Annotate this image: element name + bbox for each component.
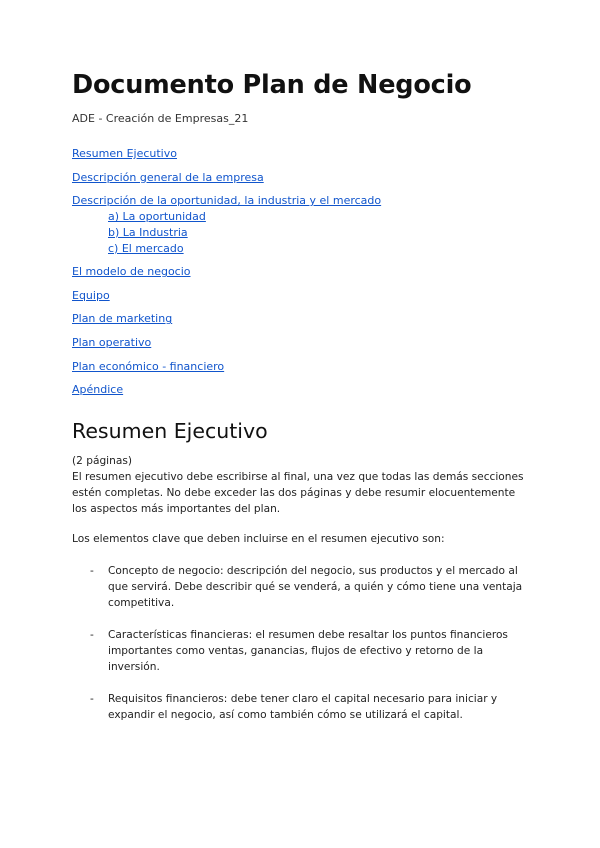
elements-intro-paragraph: Los elementos clave que deben incluirse en el resumen ejecutivo son:	[72, 533, 445, 545]
document-title: Documento Plan de Negocio	[72, 70, 472, 100]
toc-link-equipo[interactable]: Equipo	[72, 288, 110, 302]
bullet-dash: -	[90, 693, 94, 705]
bullet-dash: -	[90, 629, 94, 641]
bullet-dash: -	[90, 565, 94, 577]
key-elements-list	[72, 563, 532, 723]
table-of-contents	[72, 147, 532, 407]
toc-link-plan-operativo[interactable]: Plan operativo	[72, 335, 152, 349]
list-item-text: Requisitos financieros: debe tener claro el capital necesario para iniciar y expandir el negocio, así como también cómo se utilizará el capital.	[108, 693, 498, 721]
list-item	[72, 627, 532, 675]
toc-sublink-mercado[interactable]: c) El mercado	[108, 241, 184, 255]
toc-link-descripcion-oportunidad[interactable]: Descripción de la oportunidad, la industria y el mercado	[72, 194, 382, 208]
section-body	[72, 453, 532, 739]
toc-sublink-industria[interactable]: b) La Industria	[108, 225, 188, 239]
list-item	[72, 563, 532, 611]
document-subtitle: ADE - Creación de Empresas_21	[72, 112, 249, 125]
toc-link-plan-economico[interactable]: Plan económico - financiero	[72, 359, 225, 373]
toc-sublink-oportunidad[interactable]: a) La oportunidad	[108, 209, 206, 223]
toc-link-resumen-ejecutivo[interactable]: Resumen Ejecutivo	[72, 147, 177, 160]
section-heading-resumen: Resumen Ejecutivo	[72, 419, 268, 443]
intro-paragraph: El resumen ejecutivo debe escribirse al final, una vez que todas las demás secciones estén completas. No debe exceder las dos páginas y debe resumir elocuentemente los aspectos más importantes del plan.	[72, 471, 524, 515]
toc-link-plan-marketing[interactable]: Plan de marketing	[72, 312, 173, 326]
list-item-text: Concepto de negocio: descripción del negocio, sus productos y el mercado al que servirá. Debe describir qué se venderá, a quién y cómo tiene una ventaja competitiva.	[108, 565, 523, 609]
paragraph-spacer	[72, 517, 532, 531]
list-item-text: Características financieras: el resumen debe resaltar los puntos financieros importantes como ventas, ganancias, flujos de efectivo y retorno de la inversión.	[108, 629, 508, 673]
toc-link-modelo-negocio[interactable]: El modelo de negocio	[72, 265, 191, 279]
toc-link-descripcion-empresa[interactable]: Descripción general de la empresa	[72, 170, 264, 184]
pages-note: (2 páginas)	[72, 455, 132, 467]
list-item	[72, 691, 532, 723]
toc-link-apendice[interactable]: Apéndice	[72, 383, 124, 397]
